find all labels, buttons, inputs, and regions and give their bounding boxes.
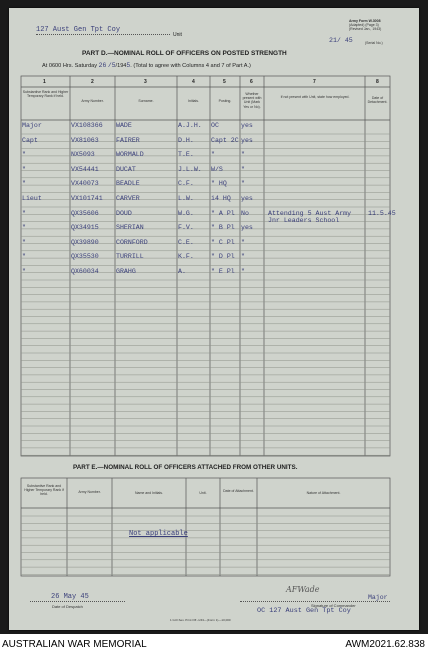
cell-initials: D.H.	[178, 136, 194, 144]
cell-surname: FAIRER	[116, 136, 140, 144]
cell-posting: "	[211, 151, 215, 159]
e-col-header-attach-date: Date of Attachment.	[223, 489, 254, 493]
cell-rank: "	[22, 151, 26, 159]
col-header-army-number: Army Number.	[81, 99, 104, 103]
commander-signature: AFWade	[286, 585, 320, 594]
serial-label: (Serial No.)	[365, 41, 383, 45]
cell-posting: Capt 2C	[211, 136, 239, 144]
cell-present: yes	[241, 122, 253, 129]
col-num-6: 6	[250, 79, 253, 85]
unit-name: 127 Aust Gen Tpt Coy	[36, 26, 121, 34]
serial-number: 21/ 45	[329, 37, 353, 44]
cell-present: "	[241, 268, 245, 275]
col-header-rank: Substantive Rank and Higher Temporary Rank if held.	[22, 90, 69, 99]
cell-posting: i4 HQ	[211, 195, 231, 202]
cell-army-number: VX108366	[71, 122, 103, 129]
cell-initials: C.F.	[178, 180, 194, 188]
col-num-8: 8	[376, 79, 379, 85]
cell-surname: DOUD	[116, 209, 132, 217]
cell-rank: "	[22, 268, 26, 275]
cell-initials: F.V.	[178, 224, 194, 232]
e-col-header-rank: Substantive Rank and Higher Temporary Rank if held.	[24, 484, 64, 497]
commander-unit: OC 127 Aust Gen Tpt Coy	[257, 607, 351, 615]
cell-employment: Attending 5 Aust Army Jnr Leaders School	[268, 209, 352, 224]
col-num-3: 3	[144, 79, 147, 85]
subtitle-prefix: At 0600 Hrs. Saturday	[42, 63, 98, 69]
col-header-present: Whether present with Unit (Mark Yes or No).	[242, 92, 262, 109]
cell-present: "	[241, 180, 245, 188]
col-num-5: 5	[223, 79, 226, 85]
cell-initials: C.E.	[178, 238, 194, 246]
commander-rank: Major	[368, 594, 388, 601]
e-col-header-unit: Unit.	[199, 491, 207, 495]
unit-label: Unit	[173, 32, 182, 38]
subtitle-suffix: . (Total to agree with Columns 4 and 7 of Part A.)	[130, 63, 251, 69]
signature-label: Signature of Commander	[311, 603, 356, 608]
cell-army-number: VX40073	[71, 180, 99, 188]
cell-posting: " D Pl	[211, 253, 235, 261]
cell-posting: " A Pl	[211, 209, 235, 217]
not-applicable-note: Not applicable	[129, 530, 188, 538]
part-d-title: PART D.—NOMINAL ROLL OF OFFICERS ON POSTED STRENGTH	[82, 50, 287, 57]
cell-posting: " HQ	[211, 180, 227, 188]
cell-army-number: NX5093	[71, 151, 95, 159]
cell-present: yes	[241, 136, 253, 144]
cell-present: "	[241, 151, 245, 159]
cell-initials: K.F.	[178, 253, 194, 261]
cell-surname: WORMALD	[116, 151, 144, 159]
cell-surname: WADE	[116, 122, 132, 129]
date-year: 5	[126, 62, 131, 69]
archive-id: AWM2021.62.838	[345, 639, 425, 650]
cell-initials: T.E.	[178, 151, 194, 159]
cell-rank: Major	[22, 122, 42, 129]
archive-footer	[0, 634, 428, 653]
cell-initials: W.G.	[178, 209, 194, 217]
cell-present: yes	[241, 224, 253, 232]
cell-surname: SHERIAN	[116, 224, 144, 232]
col-num-7: 7	[313, 79, 316, 85]
cell-initials: A.J.H.	[178, 122, 202, 129]
date-day: 26	[98, 62, 107, 69]
cell-rank: "	[22, 165, 26, 173]
cell-posting: " B Pl	[211, 224, 235, 232]
cell-army-number: VX54441	[71, 165, 99, 173]
form-number: Army Form W.3008	[349, 19, 381, 23]
cell-army-number: QX39890	[71, 238, 99, 246]
cell-rank: "	[22, 238, 26, 246]
cell-army-number: QX34915	[71, 224, 99, 232]
part-e-title: PART E.—NOMINAL ROLL OF OFFICERS ATTACHED FROM OTHER UNITS.	[73, 464, 298, 471]
signature-underline	[240, 601, 390, 602]
cell-surname: TURRILL	[116, 253, 144, 261]
cell-surname: CARVER	[116, 195, 140, 202]
col-header-employment: If not present with Unit, state how employed.	[280, 95, 350, 99]
cell-army-number: VX101741	[71, 195, 103, 202]
archive-name: AUSTRALIAN WAR MEMORIAL	[2, 639, 147, 650]
col-num-4: 4	[192, 79, 195, 85]
col-num-2: 2	[91, 79, 94, 85]
cell-initials: L.W.	[178, 195, 194, 202]
cell-present: "	[241, 165, 245, 173]
cell-detachment-date: 11.5.45	[368, 209, 396, 217]
cell-rank: "	[22, 224, 26, 232]
cell-initials: A.	[178, 268, 186, 275]
cell-rank: Lieut	[22, 195, 42, 202]
cell-army-number: QX60034	[71, 268, 99, 275]
cell-posting: " E Pl	[211, 268, 235, 275]
cell-army-number: QX35530	[71, 253, 99, 261]
dispatch-date: 26 May 45	[51, 593, 89, 601]
cell-army-number: VX81063	[71, 136, 99, 144]
col-header-posting: Posting.	[218, 99, 232, 103]
cell-surname: DUCAT	[116, 165, 136, 173]
cell-rank: "	[22, 209, 26, 217]
date-year-prefix: /194	[115, 63, 127, 69]
cell-posting: OC	[211, 122, 219, 129]
cell-present: "	[241, 238, 245, 246]
cell-posting: " C Pl	[211, 238, 235, 246]
col-header-detachment-date: Date of Detachment.	[367, 96, 388, 105]
cell-present: "	[241, 253, 245, 261]
col-header-surname: Surname.	[138, 99, 154, 103]
form-revised: (Revised Jan., 1943)	[349, 27, 382, 31]
print-line: 1 Gl.F.Sev. Print Off.-1/43—(Form 1)—10,000	[170, 618, 231, 622]
col-header-initials: Initials.	[188, 99, 199, 103]
col-num-1: 1	[43, 79, 46, 85]
e-col-header-nature: Nature of Attachment.	[306, 491, 341, 495]
cell-army-number: QX35606	[71, 209, 99, 217]
dispatch-label: Date of Despatch	[52, 604, 83, 609]
cell-rank: "	[22, 180, 26, 188]
cell-posting: W/S	[211, 165, 223, 173]
cell-surname: CORNFORD	[116, 238, 148, 246]
cell-surname: BEADLE	[116, 180, 140, 188]
cell-surname: GRAHG	[116, 268, 136, 275]
form-adapted: (Adapted) (Page 3)	[349, 23, 379, 27]
cell-present: yes	[241, 195, 253, 202]
e-col-header-army-number: Army Number.	[78, 490, 101, 494]
cell-initials: J.L.W.	[178, 165, 202, 173]
date-month: 5	[111, 62, 116, 69]
e-col-header-name: Name and Initials.	[134, 491, 163, 495]
cell-present: No	[241, 209, 249, 217]
dispatch-underline	[30, 601, 125, 602]
cell-rank: "	[22, 253, 26, 261]
cell-rank: Capt	[22, 136, 38, 144]
part-d-subtitle: At 0600 Hrs. Saturday 26 /5/1945. (Total to agree with Columns 4 and 7 of Part A.)	[42, 62, 251, 69]
